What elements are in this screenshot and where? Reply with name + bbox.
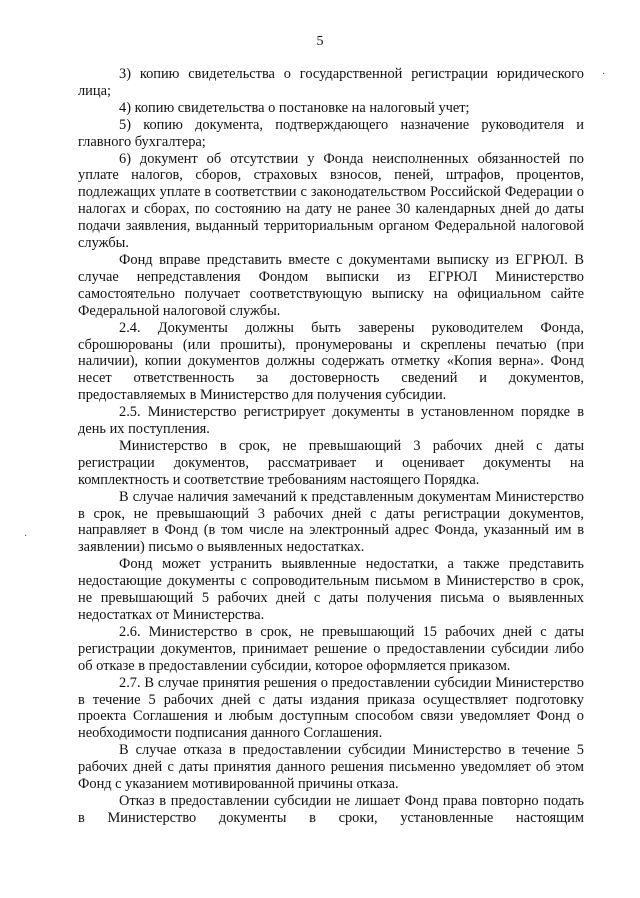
paragraph-item-5: 5) копию документа, подтверждающего назначение руководителя и главного бухгалтера; xyxy=(78,116,584,150)
paragraph-remarks: В случае наличия замечаний к представленным документам Министерство в срок, не превышающий 3 рабочих дней с даты регистрации документов, направляет в Фонд (в том числе на электронный адрес Фонда, указанный им в заявлении) письмо о выявленных недостатках. xyxy=(78,488,584,556)
paragraph-refusal-not-final: Отказ в предоставлении субсидии не лишает Фонд права повторно подать в Министерство документы в сроки, установленные настоящим xyxy=(78,792,584,826)
paragraph-item-4: 4) копию свидетельства о постановке на налоговый учет; xyxy=(119,99,470,116)
paragraph-item-6: 6) документ об отсутствии у Фонда неисполненных обязанностей по уплате налогов, сборов, страховых взносов, пеней, штрафов, процентов, подлежащих уплате в соответствии с законодательством Российской Федерации о налогах и сборах, по состоянию на дату не ранее 30 календарных дней до даты подачи заявления, выданный территориальным органом Федеральной налоговой службы. xyxy=(78,150,584,252)
paragraph-2-4: 2.4. Документы должны быть заверены руководителем Фонда, сброшюрованы (или прошиты), пронумерованы и скреплены печатью (при наличии), копии документов должны содержать отметку «Копия верна». Фонд несет ответственность за достоверность сведений и документов, предоставляемых в Министерство для получения субсидии. xyxy=(78,319,584,404)
paragraph-review-term: Министерство в срок, не превышающий 3 рабочих дней с даты регистрации документов, рассматривает и оценивает документы на комплектность и соответствие требованиям настоящего Порядка. xyxy=(78,437,584,488)
paragraph-egrul-extract: Фонд вправе представить вместе с документами выписку из ЕГРЮЛ. В случае непредставления Фондом выписки из ЕГРЮЛ Министерство самостоятельно получает соответствующую выписку на официальном сайте Федеральной налоговой службы. xyxy=(78,251,584,319)
scan-speck: · xyxy=(602,69,606,80)
paragraph-2-7: 2.7. В случае принятия решения о предоставлении субсидии Министерство в течение 5 рабочих дней с даты издания приказа осуществляет подготовку проекта Соглашения и любым доступным способом связи уведомляет Фонд о необходимости подписания данного Соглашения. xyxy=(78,674,584,742)
paragraph-2-6: 2.6. Министерство в срок, не превышающий 15 рабочих дней с даты регистрации документов, принимает решение о предоставлении субсидии либо об отказе в предоставлении субсидии, которое оформляется приказом. xyxy=(78,623,584,674)
paragraph-refusal-notice: В случае отказа в предоставлении субсидии Министерство в течение 5 рабочих дней с даты принятия данного решения письменно уведомляет об этом Фонд с указанием мотивированной причины отказа. xyxy=(78,742,584,793)
paragraph-2-5: 2.5. Министерство регистрирует документы в установленном порядке в день их поступления. xyxy=(78,404,584,438)
document-body xyxy=(78,66,584,827)
paragraph-item-3: 3) копию свидетельства о государственной регистрации юридического лица; xyxy=(78,66,584,99)
scan-speck: · xyxy=(24,531,28,542)
paragraph-fix-shortcomings: Фонд может устранить выявленные недостатки, а также представить недостающие документы с сопроводительным письмом в Министерство в срок, не превышающий 5 рабочих дней с даты получения письма о выявленных недостатках от Министерства. xyxy=(78,556,584,623)
page-number: 5 xyxy=(316,34,324,49)
